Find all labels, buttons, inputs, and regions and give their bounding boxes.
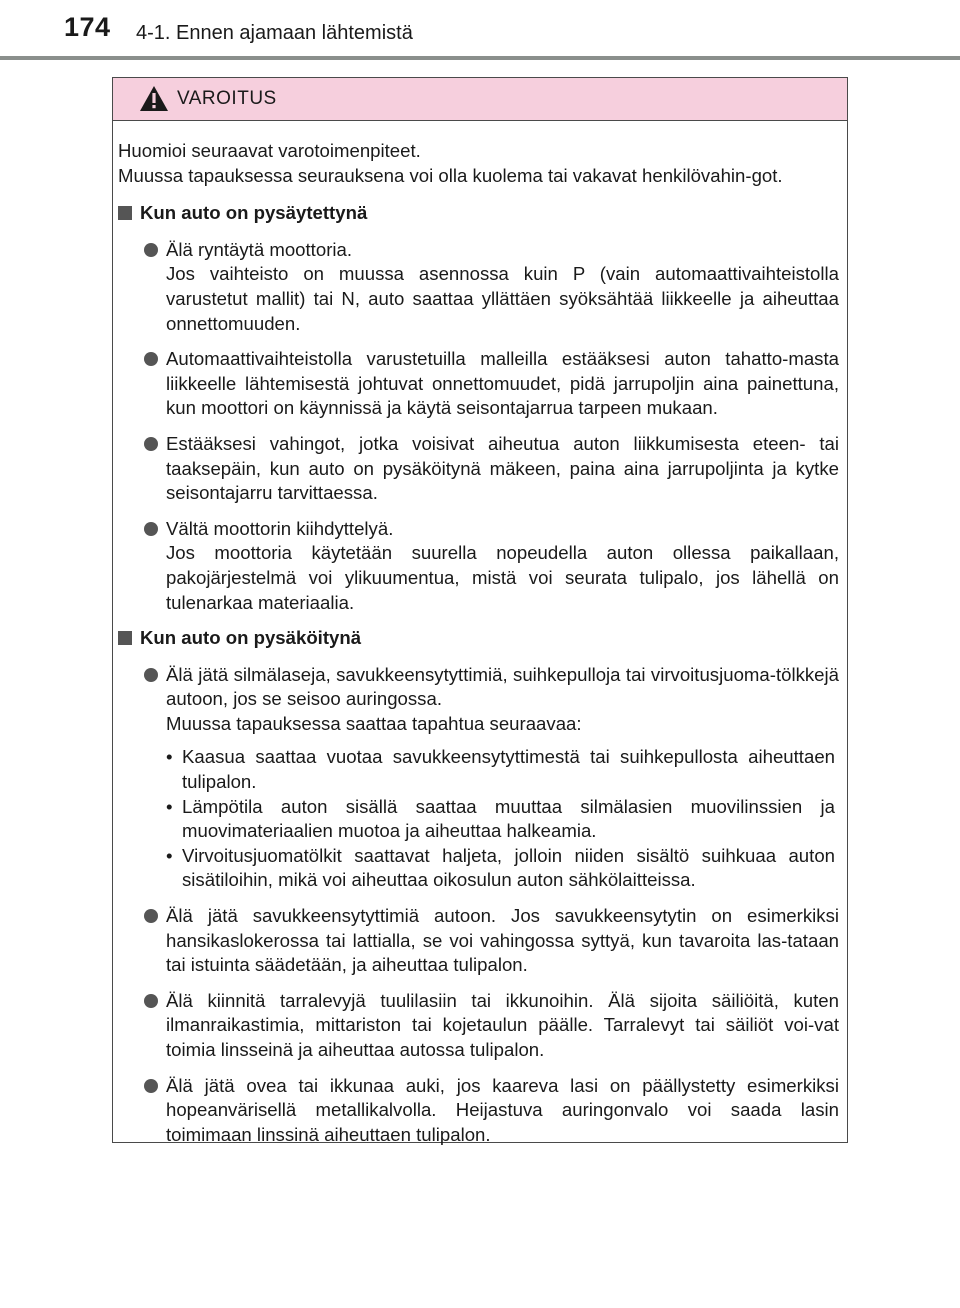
item-line: Vältä moottorin kiihdyttelyä. bbox=[166, 517, 394, 539]
intro-line: Huomioi seuraavat varotoimenpiteet. bbox=[118, 140, 421, 161]
list-item bbox=[118, 517, 839, 615]
warning-title: VAROITUS bbox=[177, 88, 277, 109]
list-item bbox=[118, 238, 839, 336]
item-line: Automaattivaihteistolla varustetuilla malleilla estääksesi auton tahatto-masta liikkeelle lähtemisestä johtuvat onnettomuudet, pidä jarrupoljin aina painettuna, kun moottori on käynnissä ja käytä seisontajarrua tarpeen mukaan. bbox=[166, 348, 839, 419]
round-bullet-icon bbox=[144, 243, 158, 257]
round-bullet-icon bbox=[144, 352, 158, 366]
section-heading-stopped bbox=[118, 201, 839, 226]
round-bullet-icon bbox=[144, 909, 158, 923]
sub-bullet-text: Virvoitusjuomatölkit saattavat haljeta, jolloin niiden sisältö suihkuaa auton sisätiloihin, mikä voi aiheuttaa oikosulun auton sähkölaitteissa. bbox=[182, 844, 835, 891]
round-bullet-icon bbox=[144, 437, 158, 451]
header-divider bbox=[0, 56, 960, 60]
sub-bullet-item bbox=[166, 844, 835, 893]
sub-bullet-text: Kaasua saattaa vuotaa savukkeensytyttimestä tai suihkepullosta aiheuttaen tulipalon. bbox=[182, 746, 835, 793]
sub-bullet-text: Lämpötila auton sisällä saattaa muuttaa silmälasien muovilinssien ja muovimateriaalien muotoa ja aiheuttaa halkeamia. bbox=[182, 795, 835, 842]
sub-bullet-list bbox=[166, 745, 839, 893]
warning-box bbox=[112, 77, 848, 1143]
item-line: Älä ryntäytä moottoria. bbox=[166, 238, 353, 260]
round-bullet-icon bbox=[144, 522, 158, 536]
item-line: Älä jätä savukkeensytyttimiä autoon. Jos savukkeensytytin on esimerkiksi hansikaslokerossa tai lattialla, se voi vahingossa syttyä, kun tavaroita las-tataan tai istuinta säädetään, ja aiheuttaa tulipalon. bbox=[166, 905, 839, 976]
item-line: Älä jätä silmälaseja, savukkeensytyttimiä, suihkepulloja tai virvoitusjuoma-tölkkejä autoon, jos se seisoo auringossa. bbox=[166, 663, 839, 710]
item-line: Muussa tapauksessa saattaa tapahtua seuraavaa: bbox=[166, 712, 582, 734]
list-item bbox=[118, 347, 839, 421]
item-line: Estääksesi vahingot, jotka voisivat aiheutua auton liikkumisesta eteen- tai taaksepäin, kun auto on pysäköitynä mäkeen, paina aina jarrupoljinta ja kytke seisontajarru tarvittaessa. bbox=[166, 432, 839, 504]
section-heading-text: Kun auto on pysäytettynä bbox=[140, 202, 368, 224]
list-item bbox=[118, 989, 839, 1063]
square-bullet-icon bbox=[118, 631, 132, 645]
section-title: 4-1. Ennen ajamaan lähtemistä bbox=[136, 22, 413, 44]
item-line: Älä jätä ovea tai ikkunaa auki, jos kaareva lasi on päällystetty esimerkiksi hopeanvärisellä metallikalvolla. Heijastuva auringonvalo voi saada lasin toimimaan linssinä aiheuttaen tulipalon. bbox=[166, 1074, 839, 1145]
square-bullet-icon bbox=[118, 206, 132, 220]
dot-bullet-icon: • bbox=[166, 746, 173, 768]
list-item bbox=[118, 663, 839, 893]
section-heading-parked bbox=[118, 626, 839, 651]
dot-bullet-icon: • bbox=[166, 795, 173, 817]
dot-bullet-icon: • bbox=[166, 844, 173, 866]
round-bullet-icon bbox=[144, 994, 158, 1008]
item-line: Jos moottoria käytetään suurella nopeudella auton ollessa paikallaan, pakojärjestelmä voi ylikuumentua, mistä voi seurata tulipalo, jos lähellä on tulenarkaa materiaalia. bbox=[166, 542, 839, 613]
warning-intro bbox=[118, 139, 839, 188]
warning-triangle-icon bbox=[139, 85, 169, 112]
list-item bbox=[118, 1074, 839, 1148]
intro-line: Muussa tapauksessa seurauksena voi olla kuolema tai vakavat henkilövahin-got. bbox=[118, 164, 783, 186]
page-number: 174 bbox=[64, 12, 111, 42]
list-item bbox=[118, 904, 839, 978]
warning-content bbox=[113, 121, 847, 1147]
sub-bullet-item bbox=[166, 745, 835, 794]
sub-bullet-item bbox=[166, 795, 835, 844]
item-line: Älä kiinnitä tarralevyjä tuulilasiin tai ikkunoihin. Älä sijoita säiliöitä, kuten ilmanraikastimia, mittariston tai kojetaulun päälle. Tarralevyt tai säiliöt voi-vat toimia linsseinä ja aiheuttaa autossa tulipalon. bbox=[166, 989, 839, 1060]
round-bullet-icon bbox=[144, 1079, 158, 1093]
list-item bbox=[118, 432, 839, 506]
item-line: Jos vaihteisto on muussa asennossa kuin P (vain automaattivaihteistolla varustetut mallit) tai N, auto saattaa yllättäen syöksähtää liikkeelle ja aiheuttaa onnettomuuden. bbox=[166, 263, 839, 334]
section-heading-text: Kun auto on pysäköitynä bbox=[140, 627, 362, 649]
warning-header bbox=[113, 78, 847, 121]
round-bullet-icon bbox=[144, 668, 158, 682]
